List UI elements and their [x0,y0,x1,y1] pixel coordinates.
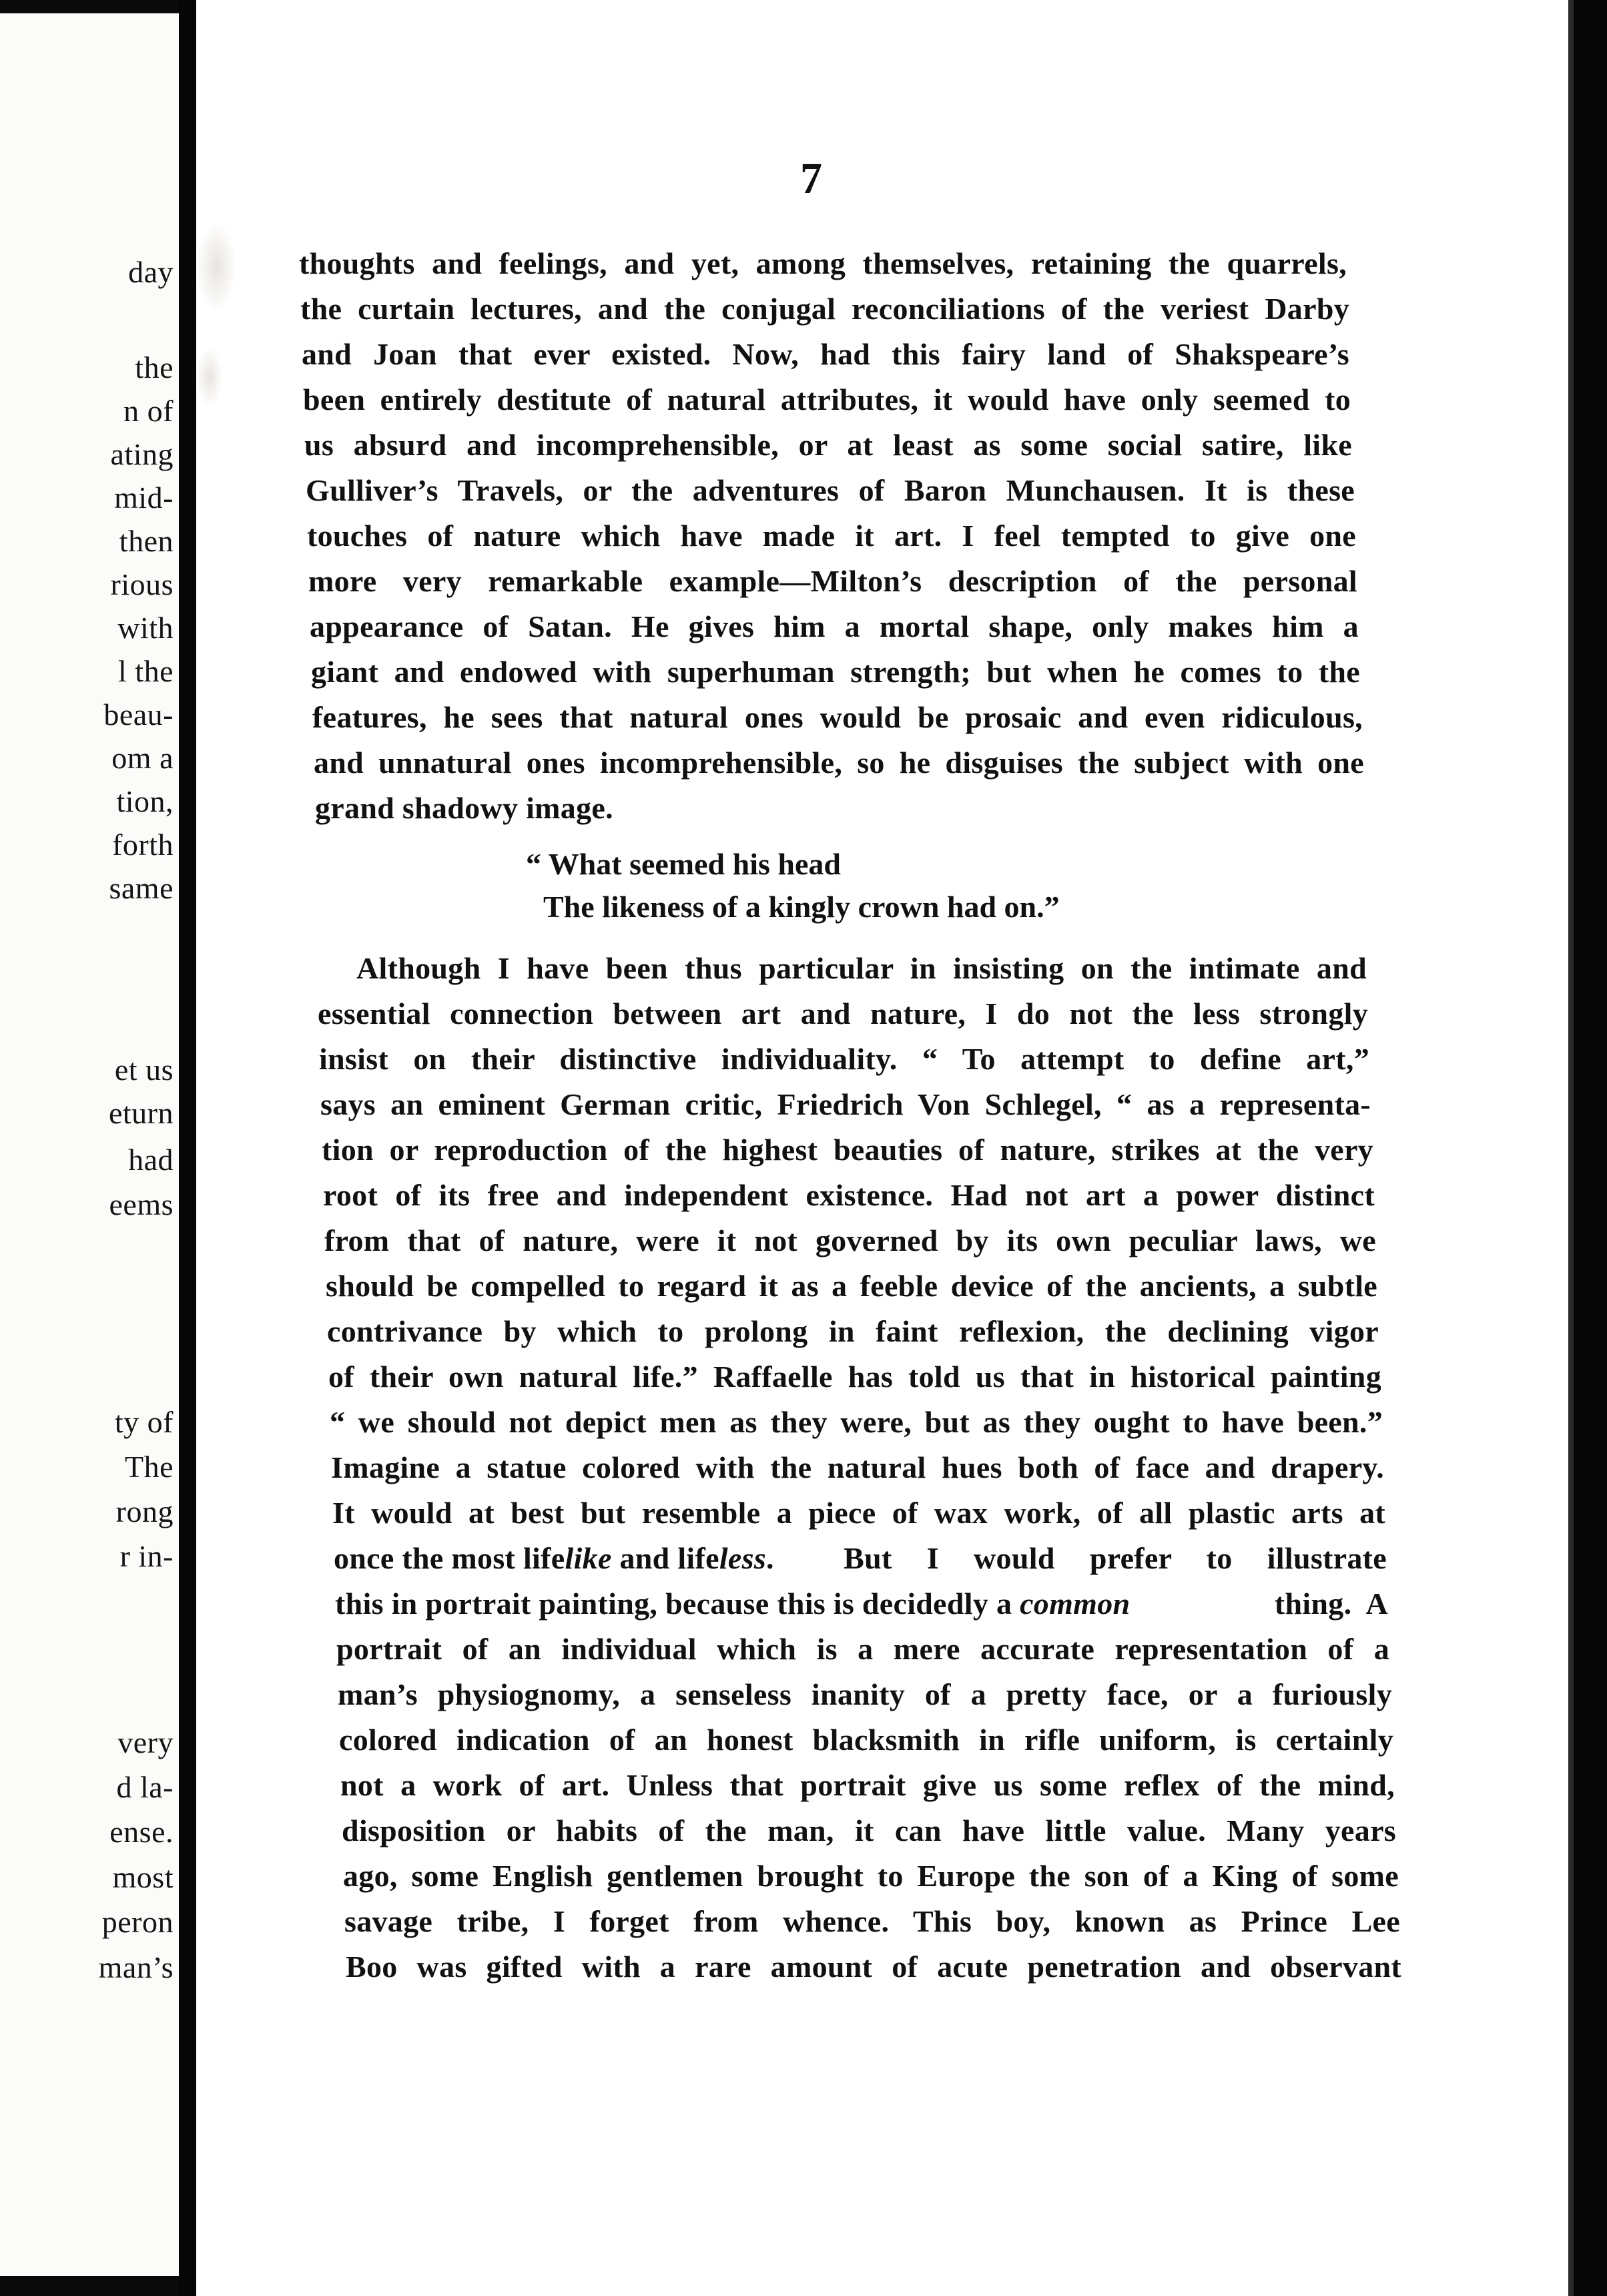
left-fragment-line: tion, [116,784,174,818]
left-fragment-line: rious [110,567,174,601]
text-line: says an eminent German critic, Friedrich Von Schlegel, “ as a representa- [320,1087,1371,1121]
text-span: once the most life [334,1541,565,1575]
text-line: of their own natural life.” Raffaelle has told us that in historical painting [328,1360,1381,1394]
text-line: savage tribe, I forget from whence. This boy, known as Prince Lee [344,1904,1400,1938]
text-line: grand shadowy image. [315,791,613,825]
left-fragment-line: then [119,524,174,558]
binding-gutter [179,0,196,2296]
text-line: essential connection between art and nature, I do not the less strongly [318,996,1368,1031]
text-line: appearance of Satan. He gives him a mortal shape, only makes him a [310,609,1359,643]
left-fragment-line: with [117,611,174,645]
italic-word: less [719,1541,767,1575]
text-line: Gulliver’s Travels, or the adventures of Baron Munchausen. It is these [306,473,1355,507]
text-line: more very remarkable example—Milton’s description of the personal [308,564,1357,598]
text-span: and life [611,1541,719,1575]
text-line: us absurd and incomprehensible, or at least as some social satire, like [304,428,1352,462]
left-fragment-line: ating [110,437,174,471]
left-fragment-line: l the [118,654,174,688]
text-line: root of its free and independent existence. Had not art a power distinct [323,1178,1375,1212]
scan-border [1574,0,1607,2296]
left-fragment-line: The [124,1450,174,1484]
left-fragment-line: very [117,1725,174,1759]
text-line: thoughts and feelings, and yet, among themselves, retaining the quarrels, [299,246,1347,280]
left-fragment-line: peron [101,1905,174,1939]
text-line: been entirely destitute of natural attributes, it would have only seemed to [303,382,1351,416]
text-line: Although I have been thus particular in insisting on the intimate and [356,951,1367,985]
text-line: Boo was gifted with a rare amount of acute penetration and observant [346,1950,1401,1984]
quote-line: The likeness of a kingly crown had on.” [543,890,1060,924]
text-line: It would at best but resemble a piece of wax work, of all plastic arts at [332,1496,1385,1530]
text-line: from that of nature, were it not governed by its own peculiar laws, we [324,1223,1376,1257]
text-line: insist on their distinctive individuality. “ To attempt to define art,” [319,1042,1369,1076]
text-line: not a work of art. Unless that portrait give us some reflex of the mind, [340,1768,1395,1802]
text-line: man’s physiognomy, a senseless inanity of a pretty face, or a furiously [338,1677,1392,1711]
text-line: disposition or habits of the man, it can have little value. Many years [342,1813,1396,1847]
text-line: colored indication of an honest blacksmith in rifle uniform, is certainly [339,1723,1393,1757]
text-line: contrivance by which to prolong in faint reflexion, the declining vigor [327,1314,1379,1348]
text-line: Imagine a statue colored with the natural hues both of face and drapery. [331,1450,1384,1484]
page-number: 7 [800,154,822,203]
text-line: the curtain lectures, and the conjugal reconciliations of the veriest Darby [300,292,1349,326]
left-fragment-line: day [128,255,174,289]
left-fragment-line: the [135,350,174,384]
foxing-stain [196,220,236,314]
text-line: portrait of an individual which is a mere accurate representation of a [336,1632,1389,1666]
left-fragment-line: man’s [98,1950,174,1984]
left-fragment-line: eturn [108,1096,174,1130]
left-fragment-line: om a [111,741,174,775]
text-line [334,1543,1387,1574]
left-fragment-line: eems [109,1187,174,1221]
left-fragment-line: d la- [116,1770,174,1804]
left-fragment-line: n of [123,394,174,428]
left-fragment-line: et us [114,1053,174,1087]
text-line: “ we should not depict men as they were, but as they ought to have been.” [330,1405,1383,1439]
text-line: tion or reproduction of the highest beauties of nature, strikes at the very [322,1133,1373,1167]
left-fragment-line: forth [112,828,174,862]
text-line: giant and endowed with superhuman strength; but when he comes to the [311,655,1360,689]
left-fragment-line: rong [115,1494,174,1528]
text-line: features, he sees that natural ones would be prosaic and even ridiculous, [312,700,1363,734]
text-line: touches of nature which have made it art. I feel tempted to give one [307,519,1356,553]
left-fragment-line: ense. [109,1815,174,1849]
previous-page-fragment [0,13,180,2276]
left-fragment-line: mid- [114,481,174,515]
left-fragment-line: r in- [119,1539,174,1573]
page-edge [1568,0,1574,2296]
italic-word: common [1020,1587,1131,1621]
text-span: this in portrait painting, because this is decidedly a [335,1587,1020,1621]
italic-word: like [565,1541,612,1575]
left-fragment-line: had [128,1143,174,1177]
text-line: ago, some English gentlemen brought to Europe the son of a King of some [343,1859,1399,1893]
text-line [335,1589,1388,1619]
text-line: and Joan that ever existed. Now, had this fairy land of Shakspeare’s [302,337,1349,371]
quote-line: “ What seemed his head [526,847,841,881]
left-fragment-line: same [109,871,174,905]
text-line: should be compelled to regard it as a feeble device of the ancients, a subtle [326,1269,1377,1303]
left-fragment-line: most [112,1860,174,1894]
text-span: thing. A [1267,1587,1388,1621]
text-line: and unnatural ones incomprehensible, so he disguises the subject with one [314,746,1364,780]
foxing-stain [196,347,223,407]
page [196,0,1568,2296]
left-fragment-line: ty of [114,1405,174,1439]
left-fragment-line: beau- [103,697,174,732]
text-span: . But I would prefer to illustrate [766,1541,1387,1575]
